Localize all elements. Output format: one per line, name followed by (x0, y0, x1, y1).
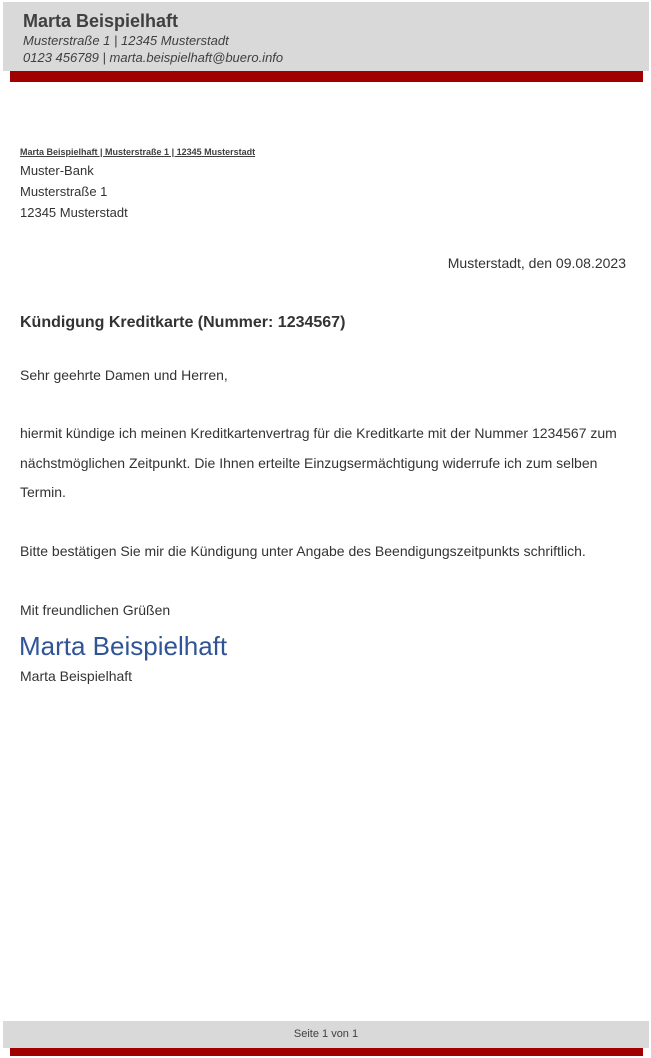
letterhead-contact: 0123 456789 | marta.beispielhaft@buero.info (23, 50, 284, 65)
footer-accent-bar (10, 1048, 643, 1056)
closing-phrase: Mit freundlichen Grüßen (20, 602, 171, 618)
page-number: Seite 1 von 1 (293, 1028, 359, 1040)
letter-date: Musterstadt, den 09.08.2023 (447, 255, 626, 271)
signer-name: Marta Beispielhaft (20, 668, 133, 684)
body-paragraph-2: Bitte bestätigen Sie mir die Kündigung unter Angabe des Beendigungszeitpunkts schriftlich. (20, 543, 586, 559)
salutation: Sehr geehrte Damen und Herren, (20, 367, 228, 383)
page-footer (3, 1021, 649, 1048)
recipient-street: Musterstraße 1 (20, 184, 108, 199)
letterhead-address: Musterstraße 1 | 12345 Musterstadt (23, 33, 229, 48)
sender-return-line: Marta Beispielhaft | Musterstraße 1 | 12345 Musterstadt (20, 147, 256, 157)
signature: Marta Beispielhaft (19, 631, 228, 661)
letterhead-name: Marta Beispielhaft (23, 11, 179, 31)
letterhead-accent-bar (10, 71, 643, 82)
letter-subject: Kündigung Kreditkarte (Nummer: 1234567) (20, 314, 346, 331)
body-paragraph-1: hiermit kündige ich meinen Kreditkartenvertrag für die Kreditkarte mit der Nummer 1234567 zum nächstmöglichen Zeitpunkt. Die Ihnen erteilte Einzugsermächtigung widerrufe ich zum selben Termin. (20, 425, 617, 500)
recipient-name: Muster-Bank (20, 163, 94, 178)
letterhead (3, 2, 649, 71)
recipient-city: 12345 Musterstadt (20, 205, 128, 220)
